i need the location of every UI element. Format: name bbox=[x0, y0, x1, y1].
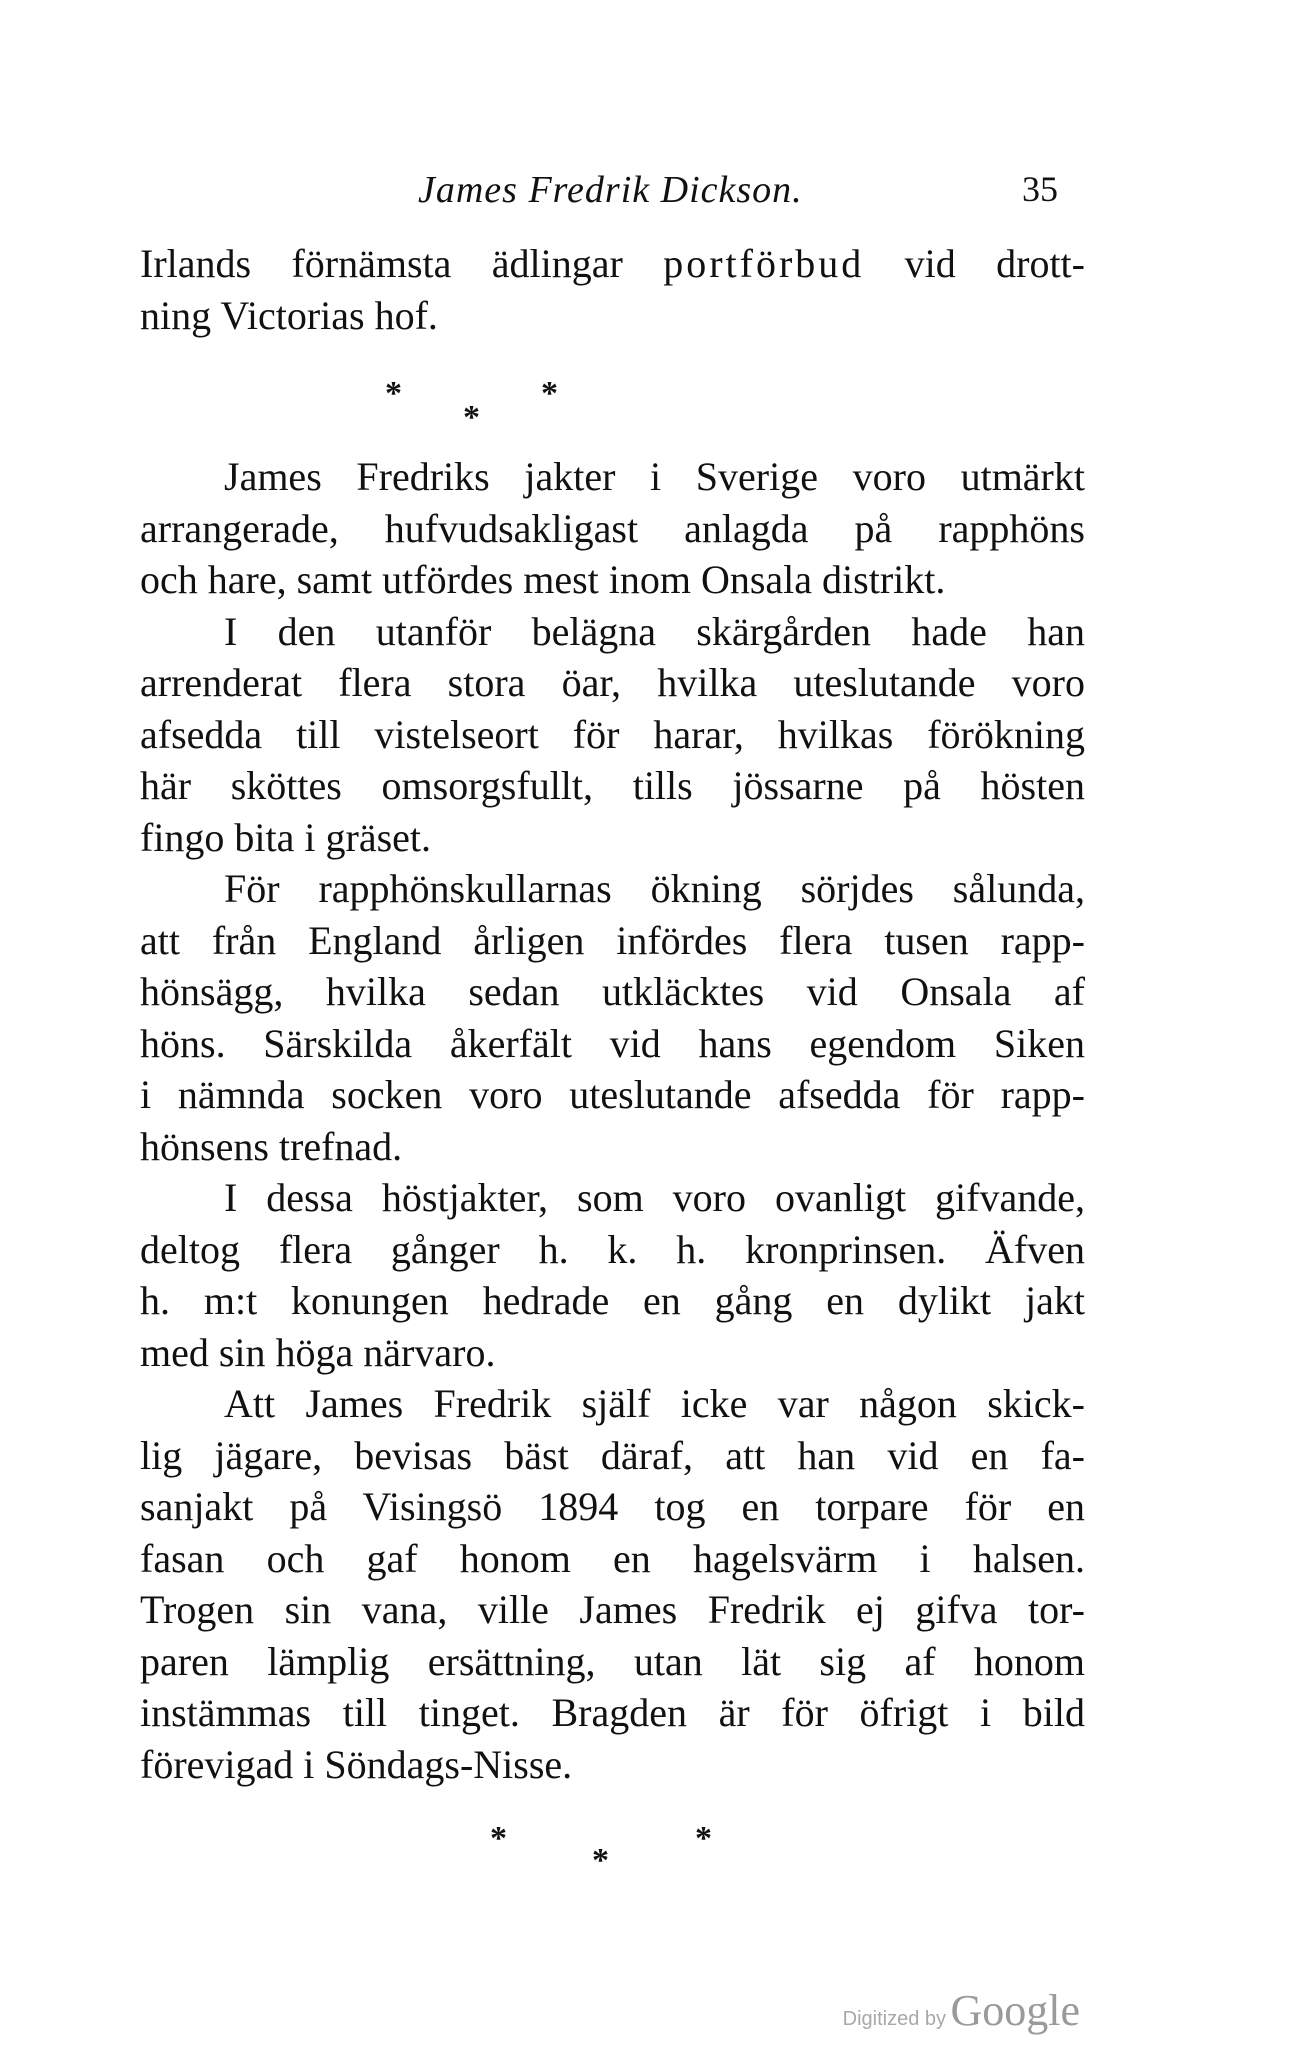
text-line: Att James Fredrik själf icke var någon skick- bbox=[224, 1381, 1085, 1426]
digitized-watermark bbox=[843, 1985, 1080, 2036]
text-line: hönsens trefnad. bbox=[140, 1123, 403, 1169]
text-line: fingo bita i gräset. bbox=[140, 814, 432, 860]
page-number: 35 bbox=[1022, 169, 1058, 209]
asterisk: * bbox=[592, 1842, 609, 1879]
text-line: För rapphönskullarnas ökning sörjdes sålunda, bbox=[224, 866, 1085, 911]
asterisk: * bbox=[490, 1820, 507, 1857]
text-line: och hare, samt utfördes mest inom Onsala distrikt. bbox=[140, 557, 946, 602]
text-line: förevigad i Söndags-Nisse. bbox=[140, 1741, 573, 1787]
text-line: ning Victorias hof. bbox=[140, 292, 438, 338]
paragraph bbox=[140, 1378, 1085, 1790]
paragraph bbox=[140, 451, 1085, 606]
text-line: paren lämplig ersättning, utan lät sig af honom bbox=[140, 1638, 1085, 1684]
asterisk: * bbox=[385, 375, 402, 412]
text-line: Irlands förnämsta ädlingar portförbud vid drott- bbox=[140, 241, 1085, 286]
text-line: deltog flera gånger h. k. h. kronprinsen. Äfven bbox=[140, 1226, 1085, 1272]
asterisk: * bbox=[695, 1820, 712, 1857]
text-line: sanjakt på Visingsö 1894 tog en torpare för en bbox=[140, 1484, 1085, 1529]
text-line: I den utanför belägna skärgården hade han bbox=[224, 608, 1085, 654]
text-line: höns. Särskilda åkerfält vid hans egendom Siken bbox=[140, 1020, 1085, 1066]
running-title: James Fredrik Dickson. bbox=[418, 169, 803, 211]
body-text bbox=[140, 238, 1085, 1900]
text-line: instämmas till tinget. Bragden är för öfrigt i bild bbox=[140, 1690, 1085, 1735]
asterisk: * bbox=[463, 399, 480, 436]
text-line: i nämnda socken voro uteslutande afsedda för rapp- bbox=[140, 1072, 1085, 1117]
text-line: att från England årligen infördes flera tusen rapp- bbox=[140, 917, 1085, 963]
text-line: arrangerade, hufvudsakligast anlagda på rapphöns bbox=[140, 505, 1085, 551]
text-line: afsedda till vistelseort för harar, hvilkas förökning bbox=[140, 711, 1085, 757]
text-line: lig jägare, bevisas bäst däraf, att han vid en fa- bbox=[140, 1432, 1085, 1478]
watermark-brand: Google bbox=[950, 1986, 1080, 2035]
text-line: här sköttes omsorgsfullt, tills jössarne på hösten bbox=[140, 763, 1085, 808]
text-line: hönsägg, hvilka sedan utkläcktes vid Onsala af bbox=[140, 969, 1085, 1014]
text-line: fasan och gaf honom en hagelsvärm i halsen. bbox=[140, 1535, 1085, 1581]
asterisk: * bbox=[541, 375, 558, 412]
text-line: Trogen sin vana, ville James Fredrik ej gifva tor- bbox=[140, 1587, 1085, 1632]
paragraph bbox=[140, 606, 1085, 864]
watermark-prefix: Digitized by bbox=[842, 2008, 947, 2030]
page-header bbox=[140, 168, 1070, 228]
paragraph bbox=[140, 238, 1085, 341]
asterism-separator bbox=[140, 341, 1085, 451]
paragraph bbox=[140, 1172, 1085, 1378]
text-line: arrenderat flera stora öar, hvilka uteslutande voro bbox=[140, 660, 1085, 705]
text-line: med sin höga närvaro. bbox=[140, 1329, 496, 1375]
text-line: h. m:t konungen hedrade en gång en dylikt jakt bbox=[140, 1278, 1085, 1323]
paragraph bbox=[140, 863, 1085, 1172]
asterism-separator bbox=[140, 1790, 1085, 1900]
text-line: James Fredriks jakter i Sverige voro utmärkt bbox=[224, 454, 1085, 499]
text-line: I dessa höstjakter, som voro ovanligt gifvande, bbox=[224, 1175, 1085, 1220]
